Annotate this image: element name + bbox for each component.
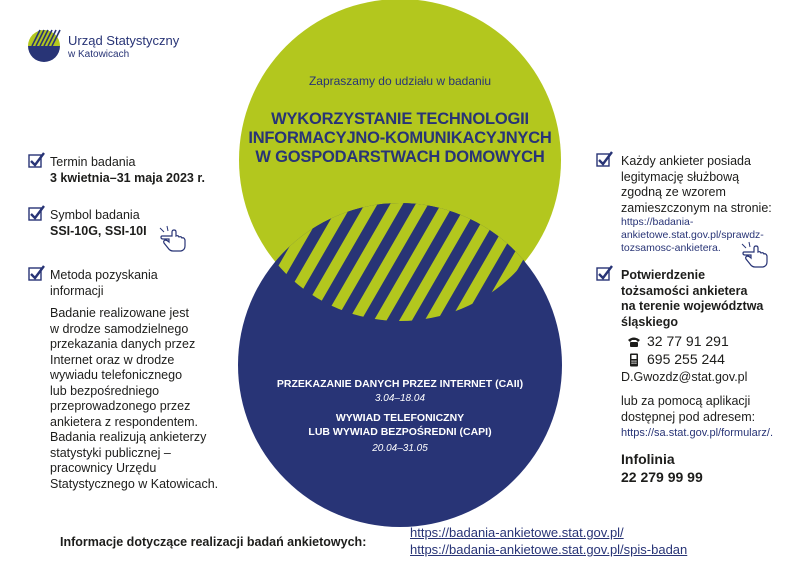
verify-link-line[interactable]: https://badania- <box>621 216 694 228</box>
phone-icon <box>627 336 641 348</box>
survey-list-link[interactable]: https://badania-ankietowe.stat.gov.pl/spis-badan <box>410 542 688 557</box>
title-line: W GOSPODARSTWACH DOMOWYCH <box>255 148 545 166</box>
app-line: lub za pomocą aplikacji <box>621 394 751 408</box>
phone-number-1[interactable]: 32 77 91 291 <box>647 333 729 349</box>
method-line: lub bezpośredniego <box>50 383 160 398</box>
method-label-line: informacji <box>50 283 104 298</box>
app-form-link[interactable]: https://sa.stat.gov.pl/formularz/. <box>621 427 774 439</box>
legit-line: legitymację służbową <box>621 169 740 184</box>
checkbox-checked-icon <box>28 205 45 222</box>
method-description <box>50 306 218 492</box>
term-value: 3 kwietnia–31 maja 2023 r. <box>50 170 205 185</box>
logo-line-2: w Katowicach <box>68 49 130 60</box>
app-block <box>621 394 755 425</box>
app-line: dostępnej pod adresem: <box>621 409 756 424</box>
infolinia-label: Infolinia <box>621 451 675 467</box>
verify-link-line[interactable]: ankietowe.stat.gov.pl/sprawdz- <box>621 229 764 241</box>
mode-internet-dates: 3.04–18.04 <box>374 393 426 404</box>
verify-link-line[interactable]: tozsamosc-ankietera. <box>621 242 721 254</box>
invite-text: Zapraszamy do udziału w badaniu <box>308 74 492 88</box>
mode-phone-dates: 20.04–31.05 <box>372 443 428 454</box>
legit-line: Każdy ankieter posiada <box>621 154 751 168</box>
method-line: Badanie realizowane jest <box>50 306 189 320</box>
confirm-identity-block <box>621 268 763 330</box>
confirm-line: na terenie województwa <box>621 299 764 313</box>
infolinia-number[interactable]: 22 279 99 99 <box>621 469 703 485</box>
confirm-line: śląskiego <box>621 314 678 329</box>
mobile-phone-icon <box>629 353 639 367</box>
term-block <box>50 155 205 186</box>
legitimation-block <box>621 154 772 216</box>
symbol-block <box>50 208 147 239</box>
method-line: w drodze samodzielnego <box>50 321 189 336</box>
method-line: przekazania danych przez <box>50 337 196 351</box>
checkbox-checked-icon <box>28 152 45 169</box>
legit-line: zgodną ze wzorem <box>621 185 726 199</box>
phone-number-2[interactable]: 695 255 244 <box>647 351 725 367</box>
survey-info-link[interactable]: https://badania-ankietowe.stat.gov.pl/ <box>410 525 624 540</box>
mode-internet: PRZEKAZANIE DANYCH PRZEZ INTERNET (CAII) <box>276 378 524 390</box>
method-line: Badania realizują ankieterzy <box>50 430 207 444</box>
legit-line: zamieszczonym na stronie: <box>621 200 772 215</box>
survey-title <box>236 110 564 167</box>
pointing-hand-icon <box>158 224 188 254</box>
confirm-line: tożsamości ankietera <box>621 283 748 298</box>
method-line: wywiadu telefonicznego <box>50 368 183 382</box>
confirm-line: Potwierdzenie <box>621 268 706 282</box>
method-line: statystyki publicznej – <box>50 445 171 460</box>
term-label: Termin badania <box>50 155 136 169</box>
method-label-line: Metoda pozyskania <box>50 268 158 282</box>
bottom-info-label: Informacje dotyczące realizacji badań ankietowych: <box>60 535 367 549</box>
method-line: ankietera z respondentem. <box>50 414 199 429</box>
symbol-label: Symbol badania <box>50 208 140 222</box>
email-address[interactable]: D.Gwozdz@stat.gov.pl <box>621 370 748 384</box>
title-line: INFORMACYJNO-KOMUNIKACYJNYCH <box>248 129 552 147</box>
logo-icon <box>28 30 60 62</box>
mode-phone-line-2: LUB WYWIAD BEZPOŚREDNI (CAPI) <box>308 426 492 438</box>
title-line: WYKORZYSTANIE TECHNOLOGII <box>271 110 529 128</box>
logo-text <box>68 34 179 62</box>
method-line: przeprowadzonego przez <box>50 399 191 413</box>
checkbox-checked-icon <box>596 151 613 168</box>
logo-line-1: Urząd Statystyczny <box>68 33 180 48</box>
method-line: Internet oraz w drodze <box>50 352 175 367</box>
method-line: pracownicy Urzędu <box>50 461 157 475</box>
pointing-hand-icon <box>740 240 770 270</box>
method-label <box>50 268 158 299</box>
checkbox-checked-icon <box>596 265 613 282</box>
mode-phone-line-1: WYWIAD TELEFONICZNY <box>335 412 465 424</box>
method-line: Statystycznego w Katowicach. <box>50 476 219 491</box>
symbol-value: SSI-10G, SSI-10I <box>50 223 147 238</box>
checkbox-checked-icon <box>28 265 45 282</box>
